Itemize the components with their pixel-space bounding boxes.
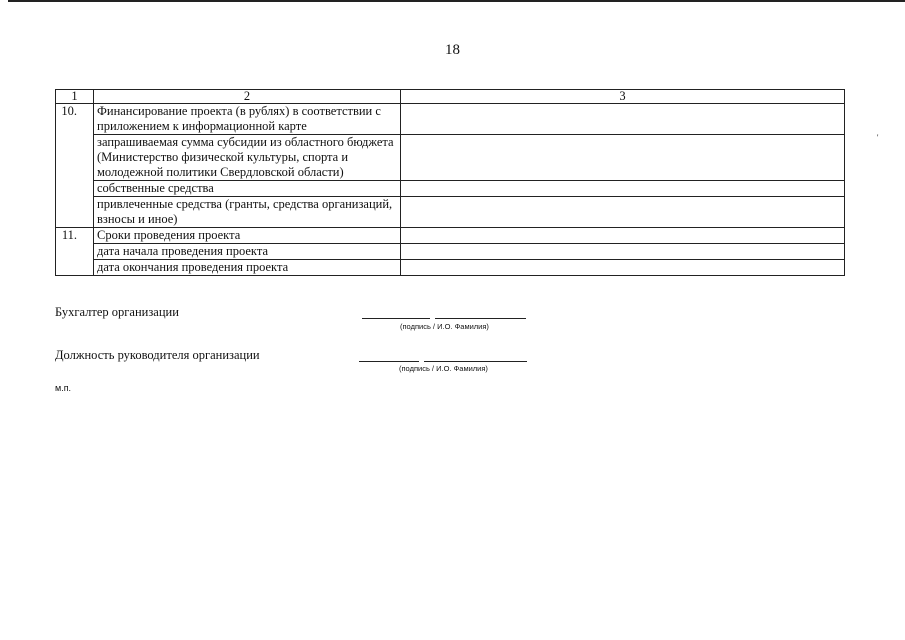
- header-col-2: 2: [94, 90, 401, 104]
- row-label: дата окончания проведения проекта: [94, 260, 401, 276]
- table-row: [56, 135, 845, 181]
- table-row: [56, 104, 845, 135]
- head-position-label: Должность руководителя организации: [55, 348, 260, 362]
- row-number: 11.: [56, 228, 94, 276]
- table-row: [56, 197, 845, 228]
- table-row: [56, 181, 845, 197]
- row-value[interactable]: [401, 228, 845, 244]
- accountant-signature-line[interactable]: [362, 318, 430, 319]
- header-col-1: 1: [56, 90, 94, 104]
- accountant-label: Бухгалтер организации: [55, 305, 179, 319]
- head-signature-line[interactable]: [359, 361, 419, 362]
- row-label: Финансирование проекта (в рублях) в соответствии с приложением к информационной карте: [94, 104, 401, 135]
- project-financing-table: [55, 89, 845, 276]
- row-value[interactable]: [401, 135, 845, 181]
- row-value[interactable]: [401, 197, 845, 228]
- row-value[interactable]: [401, 104, 845, 135]
- table-row: [56, 228, 845, 244]
- header-col-3: 3: [401, 90, 845, 104]
- row-label: дата начала проведения проекта: [94, 244, 401, 260]
- row-label: собственные средства: [94, 181, 401, 197]
- page-number: 18: [445, 42, 460, 58]
- row-label: привлеченные средства (гранты, средства организаций, взносы и иное): [94, 197, 401, 228]
- head-name-line[interactable]: [424, 361, 527, 362]
- margin-mark: ': [877, 133, 879, 142]
- table-row: [56, 244, 845, 260]
- head-signature-caption: (подпись / И.О. Фамилия): [399, 364, 488, 373]
- row-label: запрашиваемая сумма субсидии из областного бюджета (Министерство физической культуры, спорта и молодежной политики Свердловской области): [94, 135, 401, 181]
- row-value[interactable]: [401, 260, 845, 276]
- accountant-name-line[interactable]: [435, 318, 526, 319]
- row-label: Сроки проведения проекта: [94, 228, 401, 244]
- row-value[interactable]: [401, 244, 845, 260]
- table-row: [56, 260, 845, 276]
- top-border-line: [8, 0, 905, 2]
- accountant-signature-caption: (подпись / И.О. Фамилия): [400, 322, 489, 331]
- row-number: 10.: [56, 104, 94, 228]
- row-value[interactable]: [401, 181, 845, 197]
- stamp-placeholder: м.п.: [55, 383, 72, 393]
- table-header-row: [56, 90, 845, 104]
